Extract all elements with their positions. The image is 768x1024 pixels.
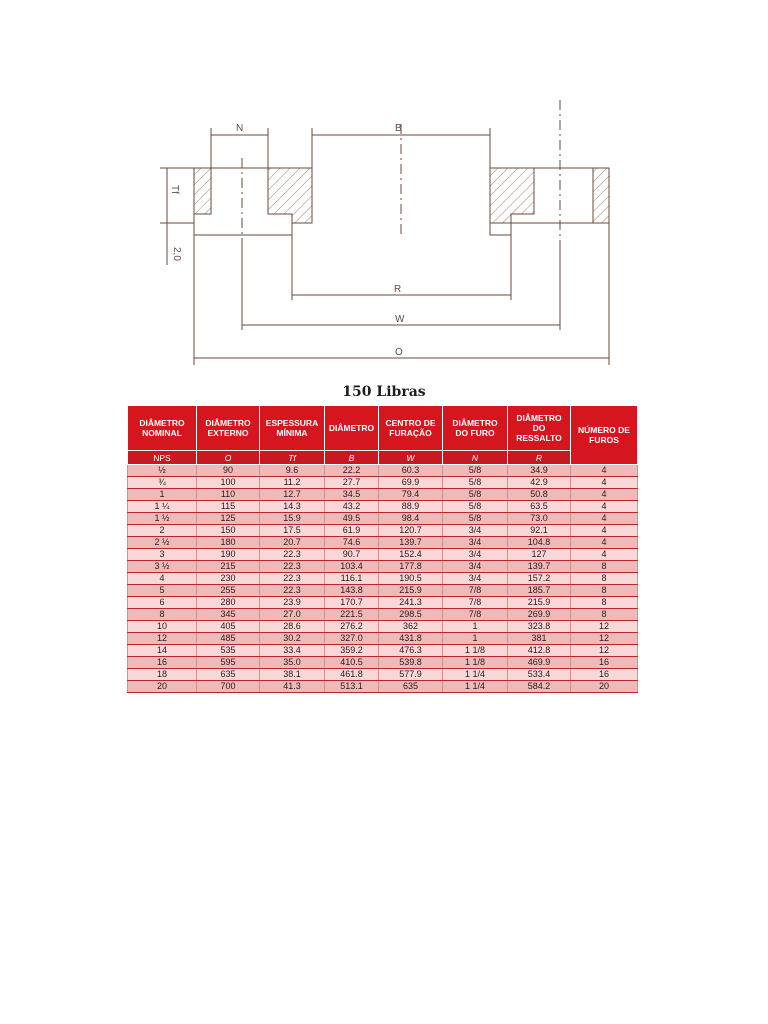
table-cell: 150 (197, 525, 260, 537)
table-cell: 469.9 (508, 657, 571, 669)
table-cell: 1 (443, 633, 508, 645)
table-cell: 1 1/8 (443, 645, 508, 657)
table-cell: 20.7 (260, 537, 325, 549)
table-cell: 69.9 (379, 477, 443, 489)
table-cell: 125 (197, 513, 260, 525)
table-cell: 34.5 (325, 489, 379, 501)
table-cell: 23.9 (260, 597, 325, 609)
table-cell: 255 (197, 585, 260, 597)
table-cell: 513.1 (325, 681, 379, 693)
table-cell: 60.3 (379, 465, 443, 477)
table-cell: 3 ½ (128, 561, 197, 573)
table-row (128, 573, 638, 585)
table-row (128, 657, 638, 669)
table-cell: 381 (508, 633, 571, 645)
table-cell: 8 (128, 609, 197, 621)
left-hatch (194, 168, 211, 214)
dim-o-label: O (395, 347, 403, 358)
table-cell: 22.2 (325, 465, 379, 477)
table-cell: 100 (197, 477, 260, 489)
table-cell: 12.7 (260, 489, 325, 501)
table-cell: 405 (197, 621, 260, 633)
table-cell: 92.1 (508, 525, 571, 537)
table-cell: 34.9 (508, 465, 571, 477)
table-cell: 8 (571, 609, 638, 621)
table-cell: 11.2 (260, 477, 325, 489)
table-cell: 5/8 (443, 501, 508, 513)
table-cell: 104.8 (508, 537, 571, 549)
table-cell: 221.5 (325, 609, 379, 621)
table-cell: 16 (571, 669, 638, 681)
table-cell: 4 (571, 501, 638, 513)
table-cell: 74.6 (325, 537, 379, 549)
table-row (128, 489, 638, 501)
table-cell: 14.3 (260, 501, 325, 513)
table-cell: 8 (571, 585, 638, 597)
table-cell: 535 (197, 645, 260, 657)
table-cell: 8 (571, 573, 638, 585)
header-diametro-do-furo: DIÂMETRO DO FURO (443, 406, 508, 451)
table-cell: 1 (443, 621, 508, 633)
table-cell: 33.4 (260, 645, 325, 657)
table-cell: 4 (571, 525, 638, 537)
table-cell: 190.5 (379, 573, 443, 585)
table-row (128, 585, 638, 597)
table-cell: 17.5 (260, 525, 325, 537)
table-cell: 79.4 (379, 489, 443, 501)
table-cell: 5/8 (443, 477, 508, 489)
table-cell: 700 (197, 681, 260, 693)
table-cell: 2 (128, 525, 197, 537)
header-diametro-externo: DIÂMETRO EXTERNO (197, 406, 260, 451)
table-cell: 38.1 (260, 669, 325, 681)
table-cell: 4 (571, 465, 638, 477)
table-cell: 7/8 (443, 597, 508, 609)
dim-n-label: N (236, 123, 244, 134)
table-cell: 584.2 (508, 681, 571, 693)
table-cell: 139.7 (379, 537, 443, 549)
table-cell: 5/8 (443, 513, 508, 525)
table-cell: 577.9 (379, 669, 443, 681)
table-cell: 241.3 (379, 597, 443, 609)
table-row (128, 561, 638, 573)
table-cell: 4 (571, 537, 638, 549)
table-cell: 5 (128, 585, 197, 597)
table-cell: 143.8 (325, 585, 379, 597)
table-cell: 215 (197, 561, 260, 573)
table-cell: 41.3 (260, 681, 325, 693)
table-cell: 1 1/8 (443, 657, 508, 669)
table-cell: 1 ½ (128, 513, 197, 525)
table-cell: 12 (571, 633, 638, 645)
table-cell: 90 (197, 465, 260, 477)
table-cell: 22.3 (260, 585, 325, 597)
table-cell: 127 (508, 549, 571, 561)
table-cell: 280 (197, 597, 260, 609)
table-row (128, 525, 638, 537)
table-cell: 410.5 (325, 657, 379, 669)
table-row (128, 537, 638, 549)
table-cell: 1 1/4 (443, 681, 508, 693)
table-row (128, 633, 638, 645)
dim-w-label: W (395, 314, 405, 325)
table-cell: 635 (379, 681, 443, 693)
table-cell: 42.9 (508, 477, 571, 489)
table-cell: 4 (128, 573, 197, 585)
table-cell: 139.7 (508, 561, 571, 573)
table-cell: 22.3 (260, 573, 325, 585)
table-cell: 103.4 (325, 561, 379, 573)
table-cell: 539.8 (379, 657, 443, 669)
table-cell: 170.7 (325, 597, 379, 609)
table-cell: ½ (128, 465, 197, 477)
table-cell: 73.0 (508, 513, 571, 525)
symbol-r: R (508, 451, 571, 465)
dim-tf-label: Tf (169, 185, 180, 194)
dim-b-label: B (395, 123, 402, 134)
table-cell: 63.5 (508, 501, 571, 513)
table-cell: 98.4 (379, 513, 443, 525)
table-row (128, 513, 638, 525)
table-cell: 3 (128, 549, 197, 561)
table-cell: 327.0 (325, 633, 379, 645)
header-diametro-nominal: DIÂMETRO NOMINAL (128, 406, 197, 451)
table-cell: 9.6 (260, 465, 325, 477)
header-espessura-minima: ESPESSURA MÍNIMA (260, 406, 325, 451)
table-cell: 3/4 (443, 537, 508, 549)
table-cell: ¾ (128, 477, 197, 489)
table-cell: 18 (128, 669, 197, 681)
flange-dimensions-table (127, 405, 638, 693)
table-cell: 230 (197, 573, 260, 585)
table-cell: 4 (571, 477, 638, 489)
table-cell: 7/8 (443, 585, 508, 597)
table-cell: 185.7 (508, 585, 571, 597)
table-cell: 323.8 (508, 621, 571, 633)
header-diametro-do-ressalto: DIÂMETRO DO RESSALTO (508, 406, 571, 451)
dim-r-label: R (394, 284, 402, 295)
table-row (128, 609, 638, 621)
table-cell: 1 (128, 489, 197, 501)
table-body (128, 465, 638, 693)
table-cell: 298.5 (379, 609, 443, 621)
table-cell: 16 (571, 657, 638, 669)
table-cell: 3/4 (443, 549, 508, 561)
flange-cross-section-drawing (150, 100, 620, 370)
table-cell: 27.7 (325, 477, 379, 489)
table-cell: 27.0 (260, 609, 325, 621)
table-cell: 635 (197, 669, 260, 681)
table-cell: 476.3 (379, 645, 443, 657)
table-cell: 359.2 (325, 645, 379, 657)
table-cell: 6 (128, 597, 197, 609)
table-cell: 61.9 (325, 525, 379, 537)
symbol-tf: Tf (260, 451, 325, 465)
table-cell: 22.3 (260, 549, 325, 561)
symbol-b: B (325, 451, 379, 465)
table-cell: 20 (571, 681, 638, 693)
table-cell: 431.8 (379, 633, 443, 645)
table-cell: 22.3 (260, 561, 325, 573)
table-cell: 362 (379, 621, 443, 633)
table-cell: 30.2 (260, 633, 325, 645)
table-cell: 152.4 (379, 549, 443, 561)
header-numero-de-furos: NÚMERO DE FUROS (571, 406, 638, 465)
table-row (128, 669, 638, 681)
table-cell: 7/8 (443, 609, 508, 621)
table-cell: 1 1/4 (443, 669, 508, 681)
header-centro-de-furacao: CENTRO DE FURAÇÃO (379, 406, 443, 451)
table-cell: 110 (197, 489, 260, 501)
table-cell: 412.8 (508, 645, 571, 657)
table-cell: 533.4 (508, 669, 571, 681)
table-cell: 12 (571, 621, 638, 633)
table-row (128, 681, 638, 693)
table-cell: 12 (128, 633, 197, 645)
table-cell: 3/4 (443, 561, 508, 573)
table-cell: 215.9 (379, 585, 443, 597)
table-cell: 120.7 (379, 525, 443, 537)
table-cell: 485 (197, 633, 260, 645)
table-cell: 157.2 (508, 573, 571, 585)
table-cell: 461.8 (325, 669, 379, 681)
table-cell: 16 (128, 657, 197, 669)
table-cell: 88.9 (379, 501, 443, 513)
table-cell: 180 (197, 537, 260, 549)
table-cell: 4 (571, 549, 638, 561)
symbol-o: O (197, 451, 260, 465)
table-cell: 116.1 (325, 573, 379, 585)
symbol-n: N (443, 451, 508, 465)
table-cell: 177.8 (379, 561, 443, 573)
table-cell: 1 ¼ (128, 501, 197, 513)
table-cell: 115 (197, 501, 260, 513)
table-title: 150 Libras (342, 384, 426, 400)
right-hatch (593, 168, 609, 223)
table-row (128, 597, 638, 609)
table-cell: 5/8 (443, 465, 508, 477)
table-cell: 4 (571, 513, 638, 525)
table-cell: 595 (197, 657, 260, 669)
table-row (128, 477, 638, 489)
table-cell: 49.5 (325, 513, 379, 525)
symbol-nps: NPS (128, 451, 197, 465)
table-cell: 215.9 (508, 597, 571, 609)
table-cell: 3/4 (443, 573, 508, 585)
table-cell: 8 (571, 561, 638, 573)
table-cell: 43.2 (325, 501, 379, 513)
table-cell: 4 (571, 489, 638, 501)
header-diametro: DIÂMETRO (325, 406, 379, 451)
table-row (128, 549, 638, 561)
table-cell: 8 (571, 597, 638, 609)
table-cell: 276.2 (325, 621, 379, 633)
table-cell: 190 (197, 549, 260, 561)
dim-raise-label: 2,0 (171, 247, 182, 261)
table-row (128, 465, 638, 477)
table-cell: 10 (128, 621, 197, 633)
table-cell: 90.7 (325, 549, 379, 561)
table-cell: 269.9 (508, 609, 571, 621)
symbol-w: W (379, 451, 443, 465)
table-cell: 14 (128, 645, 197, 657)
table-row (128, 501, 638, 513)
table-cell: 3/4 (443, 525, 508, 537)
table-cell: 2 ½ (128, 537, 197, 549)
table-cell: 35.0 (260, 657, 325, 669)
table-row (128, 621, 638, 633)
table-cell: 12 (571, 645, 638, 657)
table-cell: 5/8 (443, 489, 508, 501)
table-cell: 50.8 (508, 489, 571, 501)
table-row (128, 645, 638, 657)
table-cell: 15.9 (260, 513, 325, 525)
table-cell: 20 (128, 681, 197, 693)
table-cell: 345 (197, 609, 260, 621)
table-cell: 28.6 (260, 621, 325, 633)
